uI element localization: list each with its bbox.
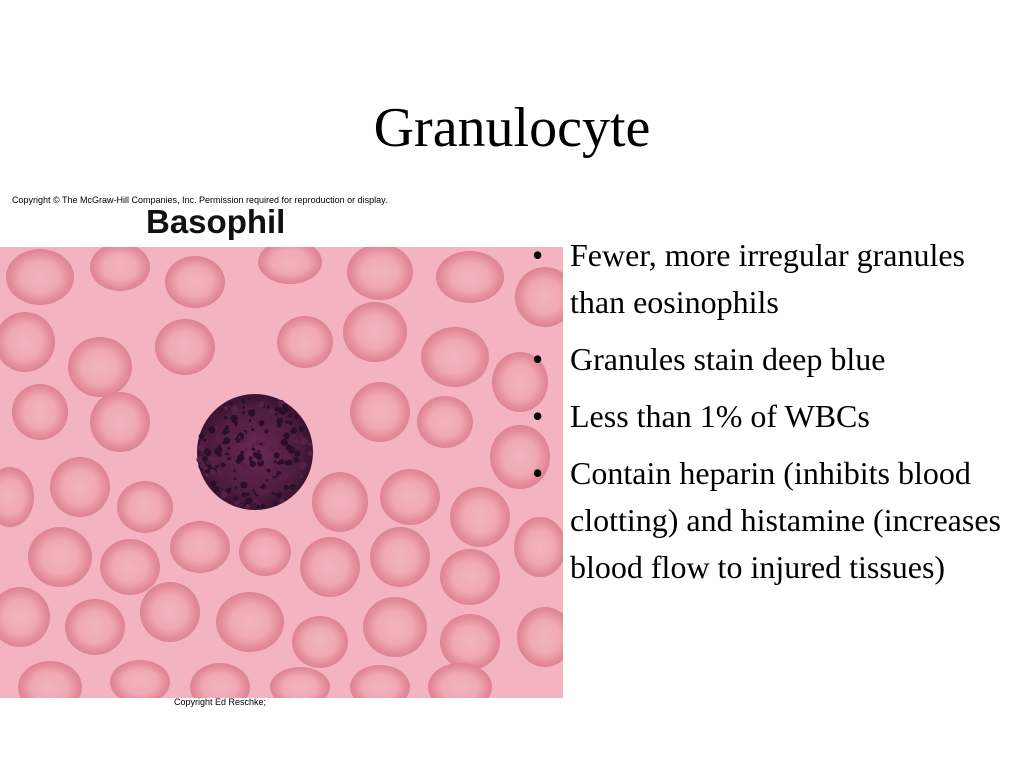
granule	[208, 426, 215, 433]
bullet-marker: •	[532, 341, 544, 377]
granule	[255, 441, 260, 446]
granule	[240, 457, 243, 460]
granule	[200, 463, 206, 469]
granule	[274, 452, 280, 458]
red-blood-cell	[417, 396, 473, 448]
granule	[228, 422, 235, 429]
granule	[260, 443, 263, 446]
red-blood-cell	[450, 487, 510, 547]
granule	[198, 444, 205, 451]
granule	[225, 406, 229, 410]
granule	[308, 442, 312, 446]
granule	[251, 428, 254, 431]
red-blood-cell	[436, 251, 504, 303]
granule	[241, 399, 245, 403]
granule	[230, 439, 237, 446]
granule	[224, 437, 231, 444]
granule	[237, 433, 244, 440]
granule	[212, 456, 218, 462]
granule	[275, 413, 278, 416]
bullet-item	[532, 450, 1012, 591]
granule	[248, 470, 251, 473]
red-blood-cell	[380, 469, 440, 525]
red-blood-cell	[440, 614, 500, 670]
granule	[300, 475, 303, 478]
red-blood-cell	[277, 316, 333, 368]
granule	[274, 501, 278, 505]
granule	[285, 421, 288, 424]
granule	[264, 429, 268, 433]
bullet-marker: •	[532, 398, 544, 434]
red-blood-cell	[50, 457, 110, 517]
red-blood-cell	[12, 384, 68, 440]
red-blood-cell	[117, 481, 173, 533]
granule	[213, 486, 219, 492]
bullet-marker: •	[532, 455, 544, 491]
red-blood-cell	[216, 592, 284, 652]
granule	[288, 421, 292, 425]
granule	[233, 496, 238, 501]
granule	[288, 413, 292, 417]
granule	[276, 418, 283, 425]
granule	[202, 456, 207, 461]
granule	[259, 430, 262, 433]
granule	[245, 504, 250, 509]
granule	[248, 397, 251, 400]
red-blood-cell	[292, 616, 348, 668]
granule	[212, 453, 215, 456]
figure-label: Basophil	[146, 203, 286, 240]
basophil-micrograph	[0, 247, 563, 698]
granule	[278, 429, 282, 433]
granule	[258, 450, 261, 453]
granule	[214, 435, 220, 441]
granule	[242, 406, 245, 409]
granule	[234, 477, 237, 480]
red-blood-cell	[363, 597, 427, 657]
red-blood-cell	[312, 472, 368, 532]
granule	[248, 483, 252, 487]
bullet-marker: •	[532, 237, 544, 273]
granule	[289, 484, 296, 491]
granule	[210, 469, 216, 475]
granule	[236, 459, 241, 464]
granule	[299, 426, 305, 432]
granule	[203, 438, 207, 442]
granule	[242, 464, 248, 470]
red-blood-cell	[140, 582, 200, 642]
granule	[295, 440, 299, 444]
granule	[217, 452, 222, 457]
granule	[242, 411, 245, 414]
granule	[250, 476, 256, 482]
granule	[268, 446, 275, 453]
granule	[287, 425, 290, 428]
red-blood-cell	[421, 327, 489, 387]
bullet-text: Granules stain deep blue	[570, 341, 886, 377]
red-blood-cell	[6, 249, 74, 305]
granule	[259, 460, 262, 463]
granule	[277, 407, 283, 413]
granule	[238, 422, 245, 429]
granule	[227, 447, 230, 450]
granule	[248, 409, 255, 416]
granule	[222, 432, 225, 435]
red-blood-cell	[440, 549, 500, 605]
granule	[259, 401, 265, 407]
bullet-text: Less than 1% of WBCs	[570, 398, 870, 434]
granule	[267, 469, 271, 473]
granule	[288, 446, 295, 453]
red-blood-cell	[155, 319, 215, 375]
granule	[231, 405, 238, 412]
bullet-item	[532, 336, 1012, 383]
bullet-item	[532, 393, 1012, 440]
granule	[205, 473, 208, 476]
granule	[290, 428, 297, 435]
granule	[259, 483, 262, 486]
granule	[293, 457, 299, 463]
granule	[232, 430, 237, 435]
granule	[284, 485, 289, 490]
granule	[308, 451, 314, 457]
granule	[270, 409, 275, 414]
granule	[299, 462, 307, 470]
granule	[249, 419, 252, 422]
granule	[283, 406, 290, 413]
granule	[266, 489, 270, 493]
granule	[220, 408, 223, 411]
bullet-text: Fewer, more irregular granules than eosinophils	[570, 237, 965, 320]
granule	[267, 406, 270, 409]
red-blood-cell	[239, 528, 291, 576]
granule	[210, 481, 216, 487]
granule	[275, 492, 281, 498]
granule	[293, 441, 296, 444]
granule	[208, 456, 213, 461]
granule	[259, 420, 265, 426]
figure-copyright-top: Copyright © The McGraw-Hill Companies, Inc. Permission required for reproduction or display.	[12, 195, 388, 205]
figure-copyright-bottom: Copyright Ed Reschke;	[174, 697, 267, 707]
granule	[271, 471, 277, 477]
granule	[279, 498, 284, 503]
red-blood-cell	[350, 382, 410, 442]
granule	[294, 414, 298, 418]
granule	[221, 462, 226, 467]
red-blood-cell	[170, 521, 230, 573]
granule	[246, 493, 249, 496]
red-blood-cell	[300, 537, 360, 597]
granule	[245, 447, 249, 451]
granule	[240, 481, 247, 488]
granule	[250, 461, 256, 467]
granule	[281, 453, 284, 456]
granule	[252, 444, 255, 447]
granule	[305, 440, 309, 444]
granule	[284, 460, 288, 464]
granule	[229, 402, 232, 405]
granule	[266, 479, 269, 482]
granule	[231, 455, 236, 460]
bullet-list	[532, 232, 1012, 601]
granule	[229, 467, 234, 472]
granule	[294, 450, 300, 456]
granule	[252, 448, 255, 451]
granule	[224, 416, 227, 419]
granule	[256, 488, 264, 496]
granule	[300, 436, 303, 439]
granule	[199, 434, 205, 440]
granule	[272, 492, 276, 496]
granule	[274, 460, 277, 463]
granule	[256, 478, 260, 482]
bullet-text: Contain heparin (inhibits blood clotting) and histamine (increases blood flow to injured tissues)	[570, 455, 1001, 585]
red-blood-cell	[28, 527, 92, 587]
granule	[221, 491, 227, 497]
granule	[257, 505, 261, 509]
granule	[227, 457, 231, 461]
red-blood-cell	[370, 527, 430, 587]
granule	[218, 471, 222, 475]
red-blood-cell	[68, 337, 132, 397]
granule	[240, 451, 244, 455]
granule	[235, 472, 239, 476]
granule	[200, 441, 203, 444]
granule	[256, 454, 262, 460]
granule	[215, 465, 217, 467]
basophil-cell	[197, 394, 314, 510]
bullet-item	[532, 232, 1012, 326]
granule	[265, 417, 268, 420]
red-blood-cell	[65, 599, 125, 655]
red-blood-cell	[165, 256, 225, 308]
granule	[261, 441, 267, 447]
granule	[277, 447, 280, 450]
granule	[235, 486, 238, 489]
granule	[282, 472, 288, 478]
granule	[238, 505, 240, 507]
granule	[281, 439, 288, 446]
granule	[242, 492, 247, 497]
slide-title: Granulocyte	[373, 97, 651, 159]
red-blood-cell	[100, 539, 160, 595]
red-blood-cell	[343, 302, 407, 362]
red-blood-cell	[90, 392, 150, 452]
granule	[277, 462, 280, 465]
granule	[261, 504, 265, 508]
granule	[249, 456, 253, 460]
granule	[254, 499, 257, 502]
granule	[283, 433, 290, 440]
granule	[238, 436, 241, 439]
